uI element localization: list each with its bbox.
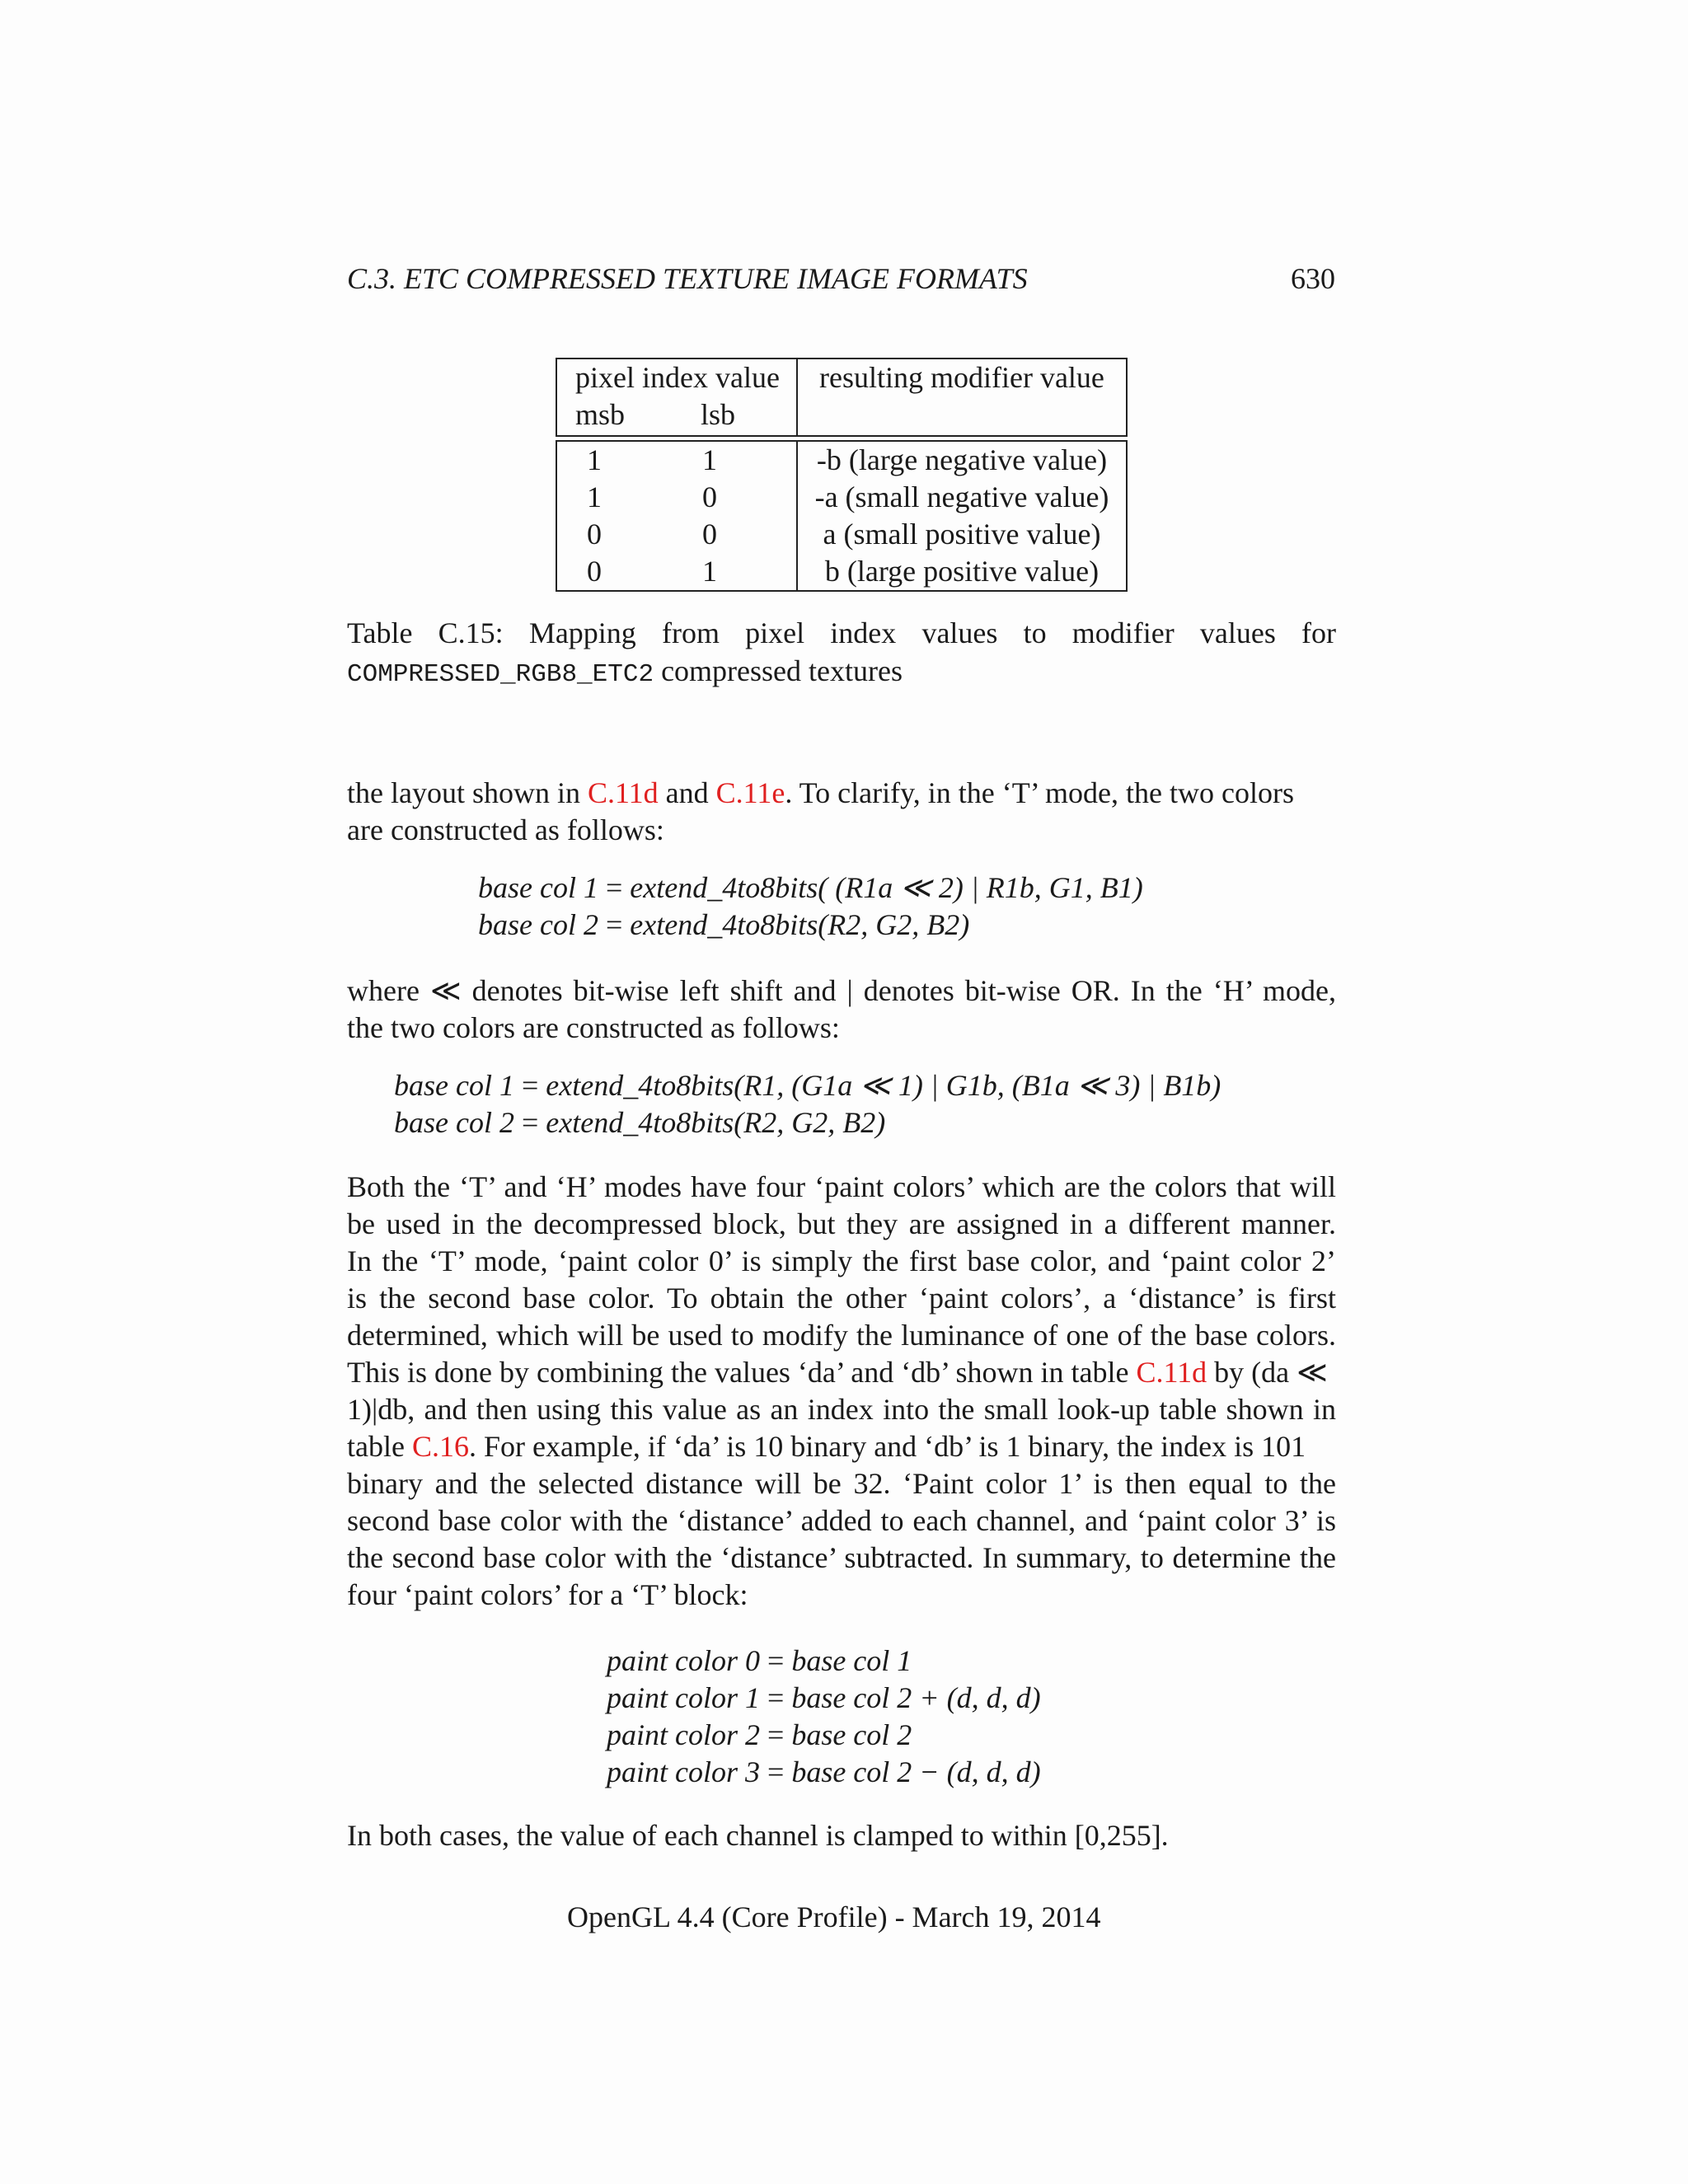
page-footer: OpenGL 4.4 (Core Profile) - March 19, 2014 bbox=[567, 1900, 1101, 1933]
para3-line-10: second base color with the ‘distance’ added to each channel, and ‘paint color 3’ is bbox=[347, 1504, 1336, 1537]
row-1-msb: 1 bbox=[587, 443, 602, 476]
para3-text: table bbox=[347, 1430, 412, 1463]
eq-lhs: paint color 3 bbox=[607, 1755, 760, 1788]
eq-t-base-col-2 bbox=[478, 907, 969, 944]
eq-rhs: extend_4to8bits( (R1a ≪ 2) | R1b, G1, B1) bbox=[630, 871, 1143, 904]
para3-line-7: 1)|db, and then using this value as an index into the small look-up table shown in bbox=[347, 1393, 1336, 1426]
row-4-msb: 0 bbox=[587, 555, 602, 588]
table-column-divider bbox=[796, 359, 798, 435]
para3-line-9: binary and the selected distance will be 32. ‘Paint color 1’ is then equal to the bbox=[347, 1467, 1336, 1500]
equals-sign: = bbox=[767, 1644, 785, 1677]
para1-line-1 bbox=[347, 775, 1336, 812]
eq-paint-color-0 bbox=[607, 1643, 912, 1680]
row-2-msb: 1 bbox=[587, 480, 602, 513]
equals-sign: = bbox=[521, 1106, 539, 1139]
para3-line-5: determined, which will be used to modify the luminance of one of the base colors. bbox=[347, 1319, 1336, 1352]
para4-line-1: In both cases, the value of each channel is clamped to within [0,255]. bbox=[347, 1819, 1169, 1852]
row-1-lsb: 1 bbox=[702, 443, 717, 476]
eq-h-base-col-2 bbox=[394, 1104, 885, 1141]
para3-text: This is done by combining the values ‘da’ and ‘db’ shown in table bbox=[347, 1356, 1137, 1389]
link-c11d[interactable]: C.11d bbox=[1136, 1356, 1207, 1389]
para3-text: . For example, if ‘da’ is 10 binary and ‘db’ is 1 binary, the index is 101 bbox=[468, 1430, 1306, 1463]
eq-paint-color-3 bbox=[607, 1754, 1041, 1791]
link-c16[interactable]: C.16 bbox=[411, 1430, 469, 1463]
para3-line-4: is the second base color. To obtain the other ‘paint colors’, a ‘distance’ is first bbox=[347, 1282, 1336, 1315]
table-caption-code: COMPRESSED_RGB8_ETC2 bbox=[347, 660, 654, 689]
eq-lhs: base col 1 bbox=[394, 1069, 514, 1102]
row-1-modifier: -b (large negative value) bbox=[816, 443, 1108, 476]
eq-lhs: paint color 2 bbox=[607, 1718, 760, 1751]
eq-lhs: base col 2 bbox=[478, 908, 598, 941]
table-caption-label: Table C.15: bbox=[347, 616, 504, 649]
header-modifier: resulting modifier value bbox=[819, 361, 1104, 394]
table-caption-rest: compressed textures bbox=[654, 654, 903, 687]
table-caption-line-2 bbox=[347, 653, 903, 693]
equals-sign: = bbox=[767, 1681, 785, 1714]
eq-paint-color-1 bbox=[607, 1680, 1041, 1717]
eq-h-base-col-1 bbox=[394, 1067, 1221, 1104]
row-4-lsb: 1 bbox=[702, 555, 717, 588]
eq-rhs: extend_4to8bits(R2, G2, B2) bbox=[546, 1106, 886, 1139]
header-lsb: lsb bbox=[701, 398, 736, 431]
eq-paint-color-2 bbox=[607, 1717, 912, 1754]
page-number: 630 bbox=[1291, 262, 1335, 295]
eq-rhs: base col 2 − (d, d, d) bbox=[791, 1755, 1041, 1788]
eq-lhs: paint color 0 bbox=[607, 1644, 760, 1677]
eq-rhs: base col 1 bbox=[791, 1644, 912, 1677]
para3-line-1: Both the ‘T’ and ‘H’ modes have four ‘paint colors’ which are the colors that will bbox=[347, 1170, 1336, 1203]
row-2-modifier: -a (small negative value) bbox=[814, 480, 1109, 513]
para3-line-8 bbox=[347, 1428, 1336, 1465]
para1-text: and bbox=[658, 776, 716, 809]
para2-line-2: the two colors are constructed as follows: bbox=[347, 1011, 840, 1044]
eq-lhs: base col 2 bbox=[394, 1106, 514, 1139]
para3-line-6 bbox=[347, 1354, 1336, 1391]
eq-rhs: base col 2 bbox=[791, 1718, 912, 1751]
para1-text: . To clarify, in the ‘T’ mode, the two colors bbox=[785, 776, 1294, 809]
equals-sign: = bbox=[521, 1069, 539, 1102]
header-pixel-index: pixel index value bbox=[575, 361, 780, 394]
para3-line-3: In the ‘T’ mode, ‘paint color 0’ is simply the first base color, and ‘paint color 2’ bbox=[347, 1244, 1336, 1277]
equals-sign: = bbox=[767, 1718, 785, 1751]
para3-text: by (da ≪ bbox=[1207, 1356, 1328, 1389]
equals-sign: = bbox=[605, 908, 623, 941]
row-4-modifier: b (large positive value) bbox=[824, 555, 1100, 588]
table-caption-line-1 bbox=[347, 615, 1336, 652]
para1-line-2: are constructed as follows: bbox=[347, 813, 664, 846]
equals-sign: = bbox=[605, 871, 623, 904]
eq-rhs: extend_4to8bits(R1, (G1a ≪ 1) | G1b, (B1a ≪ 3) | B1b) bbox=[546, 1069, 1221, 1102]
link-c11e[interactable]: C.11e bbox=[715, 776, 785, 809]
section-header: C.3. ETC COMPRESSED TEXTURE IMAGE FORMATS bbox=[347, 262, 1028, 295]
header-msb: msb bbox=[575, 398, 626, 431]
table-body-box bbox=[556, 440, 1128, 592]
row-3-lsb: 0 bbox=[702, 518, 717, 551]
para2-line-1: where ≪ denotes bit-wise left shift and | denotes bit-wise OR. In the ‘H’ mode, bbox=[347, 974, 1336, 1007]
equals-sign: = bbox=[767, 1755, 785, 1788]
table-header-box bbox=[556, 358, 1128, 437]
eq-rhs: extend_4to8bits(R2, G2, B2) bbox=[630, 908, 970, 941]
para3-line-11: the second base color with the ‘distance’ subtracted. In summary, to determine the bbox=[347, 1541, 1336, 1574]
row-2-lsb: 0 bbox=[702, 480, 717, 513]
row-3-modifier: a (small positive value) bbox=[823, 518, 1101, 551]
link-c11d[interactable]: C.11d bbox=[587, 776, 659, 809]
eq-lhs: base col 1 bbox=[478, 871, 598, 904]
para3-line-2: be used in the decompressed block, but they are assigned in a different manner. bbox=[347, 1207, 1336, 1240]
eq-lhs: paint color 1 bbox=[607, 1681, 760, 1714]
eq-rhs: base col 2 + (d, d, d) bbox=[791, 1681, 1041, 1714]
eq-t-base-col-1 bbox=[478, 869, 1143, 907]
table-caption-text: Mapping from pixel index values to modifier values for bbox=[528, 616, 1337, 649]
para1-text: the layout shown in bbox=[347, 776, 588, 809]
para3-line-12: four ‘paint colors’ for a ‘T’ block: bbox=[347, 1578, 748, 1611]
row-3-msb: 0 bbox=[587, 518, 602, 551]
